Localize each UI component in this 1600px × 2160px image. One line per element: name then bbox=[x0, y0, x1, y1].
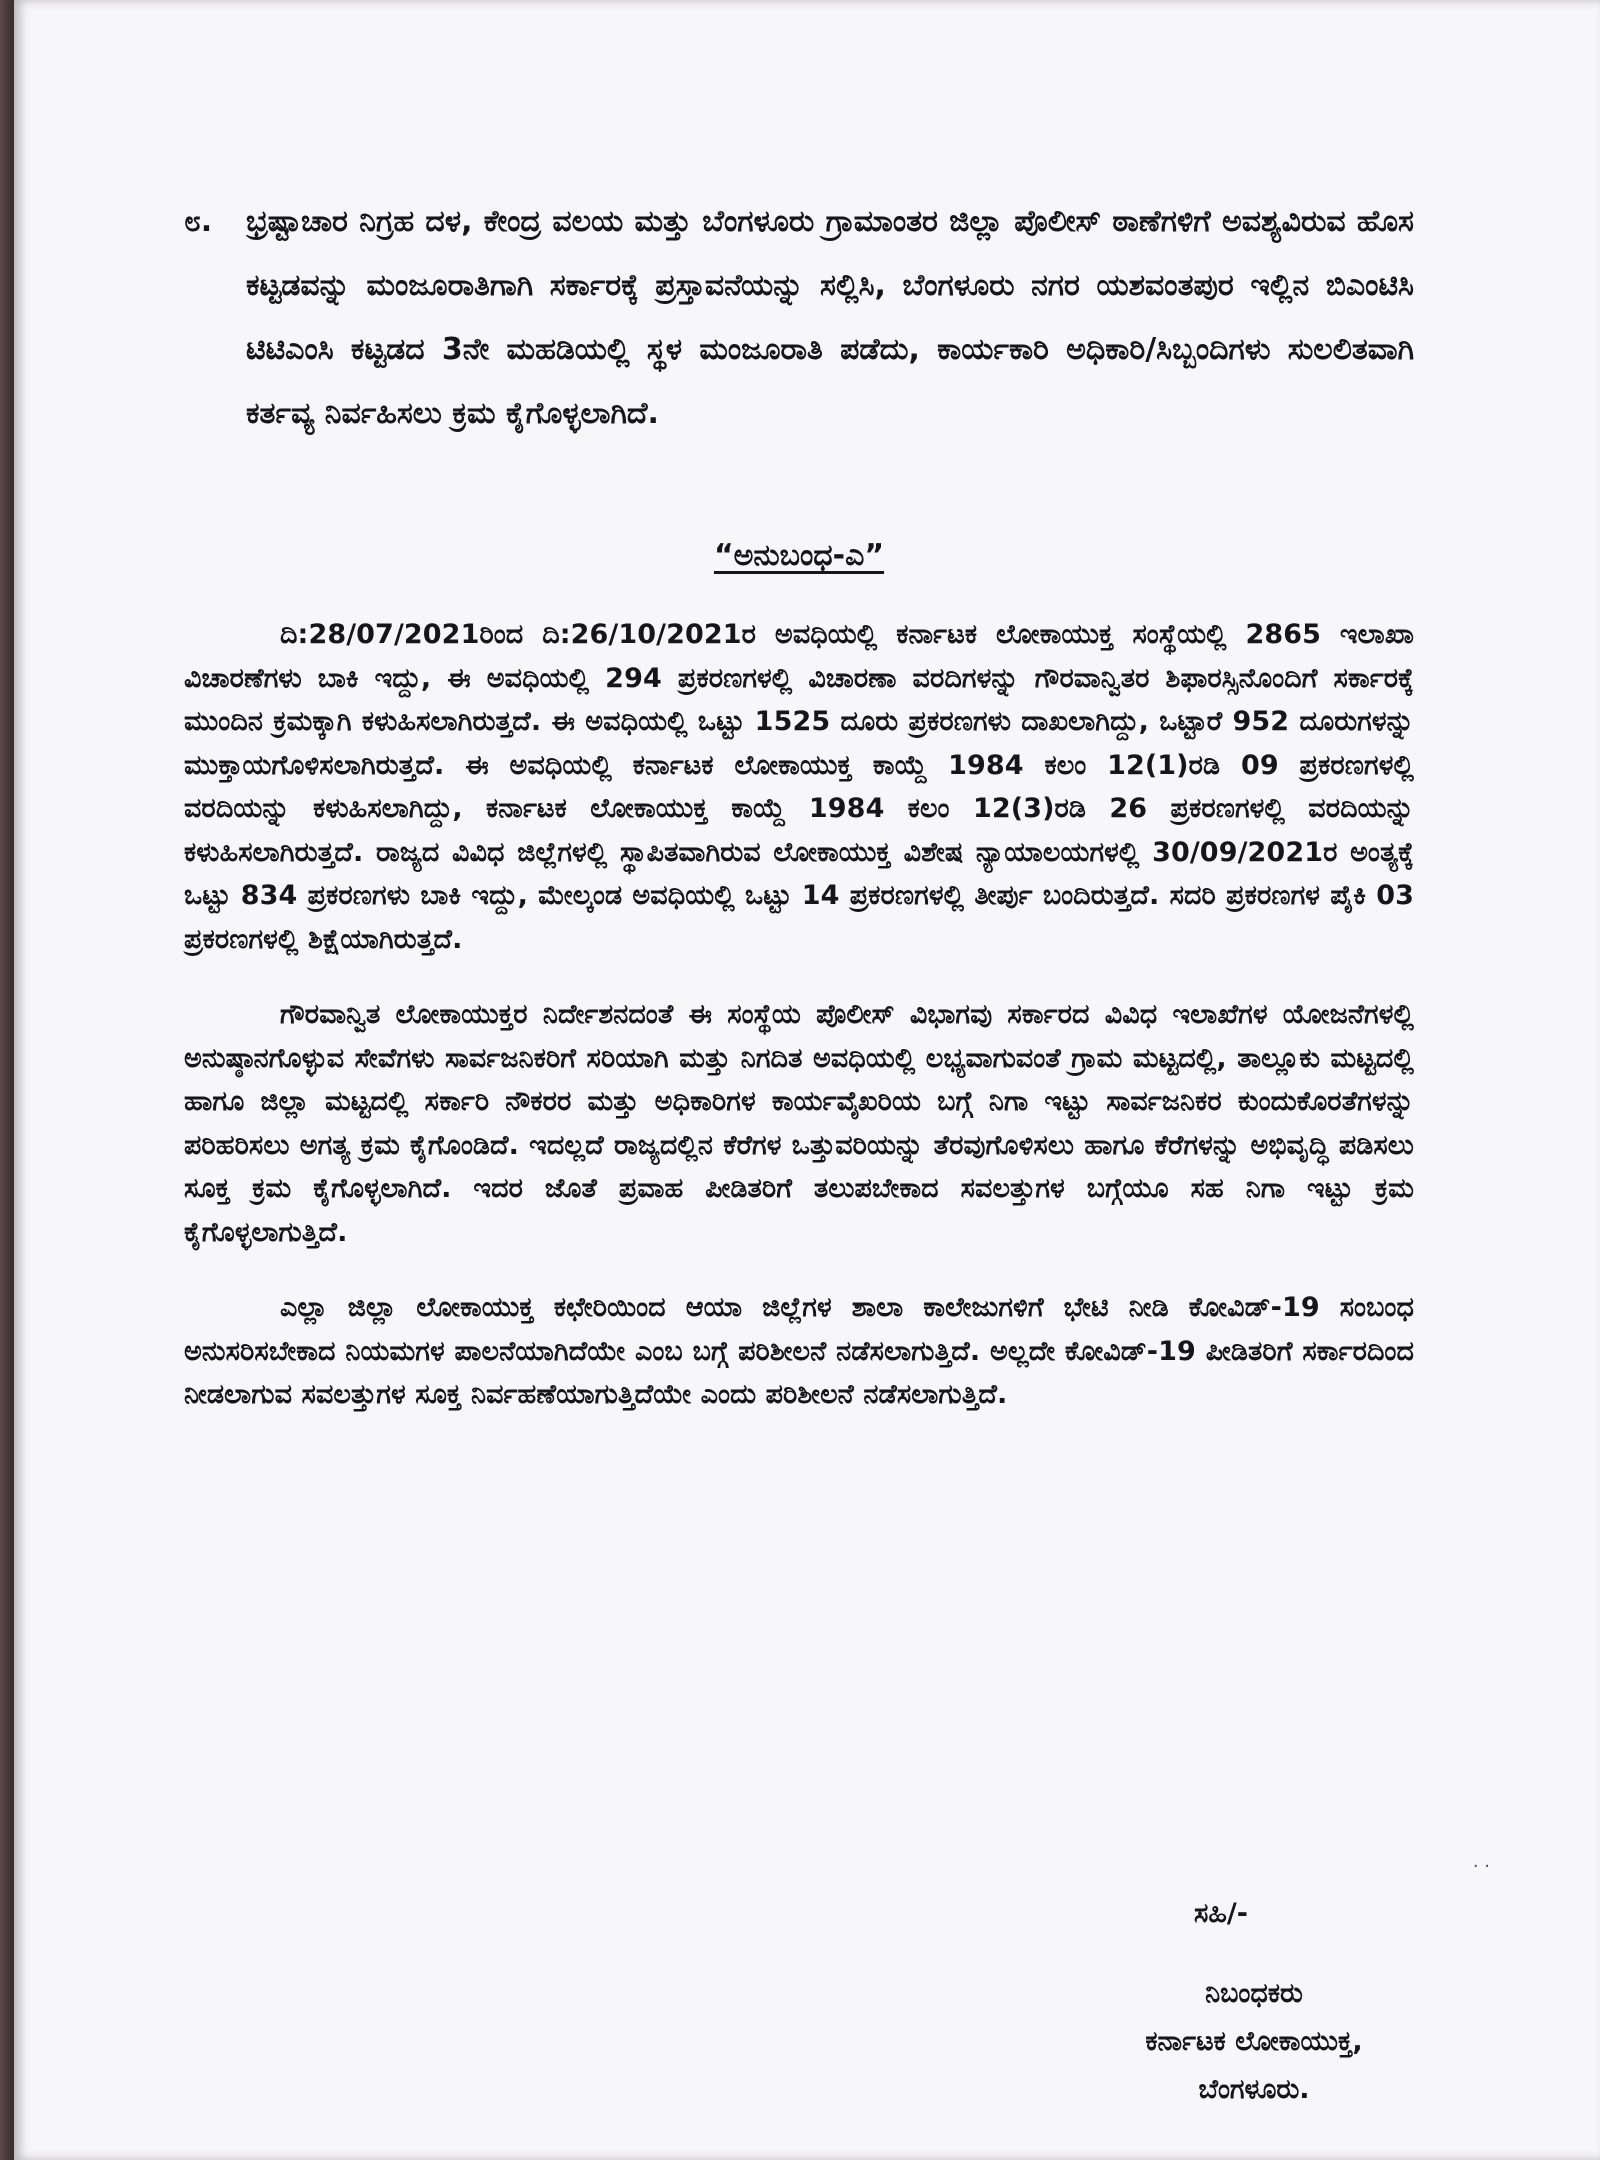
item-text: ಭ್ರಷ್ಟಾಚಾರ ನಿಗ್ರಹ ದಳ, ಕೇಂದ್ರ ವಲಯ ಮತ್ತು ಬೆಂಗಳೂರು ಗ್ರಾಮಾಂತರ ಜಿಲ್ಲಾ ಪೊಲೀಸ್ ಠಾಣೆಗಳಿಗೆ ಅವಶ್ಯವಿರುವ ಹೊಸ ಕಟ್ಟಡವನ್ನು ಮಂಜೂರಾತಿಗಾಗಿ ಸರ್ಕಾರಕ್ಕೆ ಪ್ರಸ್ತಾವನೆಯನ್ನು ಸಲ್ಲಿಸಿ, ಬೆಂಗಳೂರು ನಗರ ಯಶವಂತಪುರ ಇಲ್ಲಿನ ಬಿಎಂಟಿಸಿ ಟಿಟಿಎಂಸಿ ಕಟ್ಟಡದ 3ನೇ ಮಹಡಿಯಲ್ಲಿ ಸ್ಥಳ ಮಂಜೂರಾತಿ ಪಡೆದು, ಕಾರ್ಯಕಾರಿ ಅಧಿಕಾರಿ/ಸಿಬ್ಬಂದಿಗಳು ಸುಲಲಿತವಾಗಿ ಕರ್ತವ್ಯ ನಿರ್ವಹಿಸಲು ಕ್ರಮ ಕೈಗೊಳ್ಳಲಾಗಿದೆ. bbox=[246, 204, 1414, 431]
document-body bbox=[184, 190, 1414, 1449]
numbered-item bbox=[184, 190, 1414, 446]
signatory-designation: ನಿಬಂಧಕರು bbox=[1205, 1978, 1303, 2009]
item-number: ೮. bbox=[184, 204, 213, 239]
document-page bbox=[14, 0, 1600, 2160]
page-speck: · · bbox=[1472, 1856, 1490, 1877]
signatory-organisation: ಕರ್ನಾಟಕ ಲೋಕಾಯುಕ್ತ, bbox=[1145, 2026, 1363, 2057]
paragraph-statistics: ದಿ:28/07/2021ರಿಂದ ದಿ:26/10/2021ರ ಅವಧಿಯಲ್ಲಿ ಕರ್ನಾಟಕ ಲೋಕಾಯುಕ್ತ ಸಂಸ್ಥೆಯಲ್ಲಿ 2865 ಇಲಾಖಾ ವಿಚಾರಣೆಗಳು ಬಾಕಿ ಇದ್ದು, ಈ ಅವಧಿಯಲ್ಲಿ 294 ಪ್ರಕರಣಗಳಲ್ಲಿ ವಿಚಾರಣಾ ವರದಿಗಳನ್ನು ಗೌರವಾನ್ವಿತರ ಶಿಫಾರಸ್ಸಿನೊಂದಿಗೆ ಸರ್ಕಾರಕ್ಕೆ ಮುಂದಿನ ಕ್ರಮಕ್ಕಾಗಿ ಕಳುಹಿಸಲಾಗಿರುತ್ತದೆ. ಈ ಅವಧಿಯಲ್ಲಿ ಒಟ್ಟು 1525 ದೂರು ಪ್ರಕರಣಗಳು ದಾಖಲಾಗಿದ್ದು, ಒಟ್ಟಾರೆ 952 ದೂರುಗಳನ್ನು ಮುಕ್ತಾಯಗೊಳಿಸಲಾಗಿರುತ್ತದೆ. ಈ ಅವಧಿಯಲ್ಲಿ ಕರ್ನಾಟಕ ಲೋಕಾಯುಕ್ತ ಕಾಯ್ದೆ 1984 ಕಲಂ 12(1)ರಡಿ 09 ಪ್ರಕರಣಗಳಲ್ಲಿ ವರದಿಯನ್ನು ಕಳುಹಿಸಲಾಗಿದ್ದು, ಕರ್ನಾಟಕ ಲೋಕಾಯುಕ್ತ ಕಾಯ್ದೆ 1984 ಕಲಂ 12(3)ರಡಿ 26 ಪ್ರಕರಣಗಳಲ್ಲಿ ವರದಿಯನ್ನು ಕಳುಹಿಸಲಾಗಿರುತ್ತದೆ. ರಾಜ್ಯದ ವಿವಿಧ ಜಿಲ್ಲೆಗಳಲ್ಲಿ ಸ್ಥಾಪಿತವಾಗಿರುವ ಲೋಕಾಯುಕ್ತ ವಿಶೇಷ ನ್ಯಾಯಾಲಯಗಳಲ್ಲಿ 30/09/2021ರ ಅಂತ್ಯಕ್ಕೆ ಒಟ್ಟು 834 ಪ್ರಕರಣಗಳು ಬಾಕಿ ಇದ್ದು, ಮೇಲ್ಕಂಡ ಅವಧಿಯಲ್ಲಿ ಒಟ್ಟು 14 ಪ್ರಕರಣಗಳಲ್ಲಿ ತೀರ್ಪು ಬಂದಿರುತ್ತದೆ. ಸದರಿ ಪ್ರಕರಣಗಳ ಪೈಕಿ 03 ಪ್ರಕರಣಗಳಲ್ಲಿ ಶಿಕ್ಷೆಯಾಗಿರುತ್ತದೆ. bbox=[184, 619, 1414, 955]
signature-mark: ಸಹಿ/- bbox=[1194, 1898, 1248, 1929]
signatory-place: ಬೆಂಗಳೂರು. bbox=[1198, 2074, 1310, 2105]
annex-title: “ಅನುಬಂಧ-ಎ” bbox=[713, 538, 885, 573]
signatory-details bbox=[1044, 1970, 1464, 2114]
paragraph-covid-inspection: ಎಲ್ಲಾ ಜಿಲ್ಲಾ ಲೋಕಾಯುಕ್ತ ಕಛೇರಿಯಿಂದ ಆಯಾ ಜಿಲ್ಲೆಗಳ ಶಾಲಾ ಕಾಲೇಜುಗಳಿಗೆ ಭೇಟಿ ನೀಡಿ ಕೋವಿಡ್-19 ಸಂಬಂಧ ಅನುಸರಿಸಬೇಕಾದ ನಿಯಮಗಳ ಪಾಲನೆಯಾಗಿದೆಯೇ ಎಂಬ ಬಗ್ಗೆ ಪರಿಶೀಲನೆ ನಡೆಸಲಾಗುತ್ತಿದೆ. ಅಲ್ಲದೇ ಕೋವಿಡ್-19 ಪೀಡಿತರಿಗೆ ಸರ್ಕಾರದಿಂದ ನೀಡಲಾಗುವ ಸವಲತ್ತುಗಳ ಸೂಕ್ತ ನಿರ್ವಹಣೆಯಾಗುತ್ತಿದೆಯೇ ಎಂದು ಪರಿಶೀಲನೆ ನಡೆಸಲಾಗುತ್ತಿದೆ. bbox=[184, 1292, 1414, 1410]
annex-heading bbox=[184, 538, 1414, 573]
paragraph-police-wing: ಗೌರವಾನ್ವಿತ ಲೋಕಾಯುಕ್ತರ ನಿರ್ದೇಶನದಂತೆ ಈ ಸಂಸ್ಥೆಯ ಪೊಲೀಸ್ ವಿಭಾಗವು ಸರ್ಕಾರದ ವಿವಿಧ ಇಲಾಖೆಗಳ ಯೋಜನೆಗಳಲ್ಲಿ ಅನುಷ್ಠಾನಗೊಳ್ಳುವ ಸೇವೆಗಳು ಸಾರ್ವಜನಿಕರಿಗೆ ಸರಿಯಾಗಿ ಮತ್ತು ನಿಗದಿತ ಅವಧಿಯಲ್ಲಿ ಲಭ್ಯವಾಗುವಂತೆ ಗ್ರಾಮ ಮಟ್ಟದಲ್ಲಿ, ತಾಲ್ಲೂಕು ಮಟ್ಟದಲ್ಲಿ ಹಾಗೂ ಜಿಲ್ಲಾ ಮಟ್ಟದಲ್ಲಿ ಸರ್ಕಾರಿ ನೌಕರರ ಮತ್ತು ಅಧಿಕಾರಿಗಳ ಕಾರ್ಯವೈಖರಿಯ ಬಗ್ಗೆ ನಿಗಾ ಇಟ್ಟು ಸಾರ್ವಜನಿಕರ ಕುಂದುಕೊರತೆಗಳನ್ನು ಪರಿಹರಿಸಲು ಅಗತ್ಯ ಕ್ರಮ ಕೈಗೊಂಡಿದೆ. ಇದಲ್ಲದೆ ರಾಜ್ಯದಲ್ಲಿನ ಕೆರೆಗಳ ಒತ್ತುವರಿಯನ್ನು ತೆರವುಗೊಳಿಸಲು ಹಾಗೂ ಕೆರೆಗಳನ್ನು ಅಭಿವೃದ್ಧಿ ಪಡಿಸಲು ಸೂಕ್ತ ಕ್ರಮ ಕೈಗೊಳ್ಳಲಾಗಿದೆ. ಇದರ ಜೊತೆ ಪ್ರವಾಹ ಪೀಡಿತರಿಗೆ ತಲುಪಬೇಕಾದ ಸವಲತ್ತುಗಳ ಬಗ್ಗೆಯೂ ಸಹ ನಿಗಾ ಇಟ್ಟು ಕ್ರಮ ಕೈಗೊಳ್ಳಲಾಗುತ್ತಿದೆ. bbox=[184, 999, 1414, 1248]
